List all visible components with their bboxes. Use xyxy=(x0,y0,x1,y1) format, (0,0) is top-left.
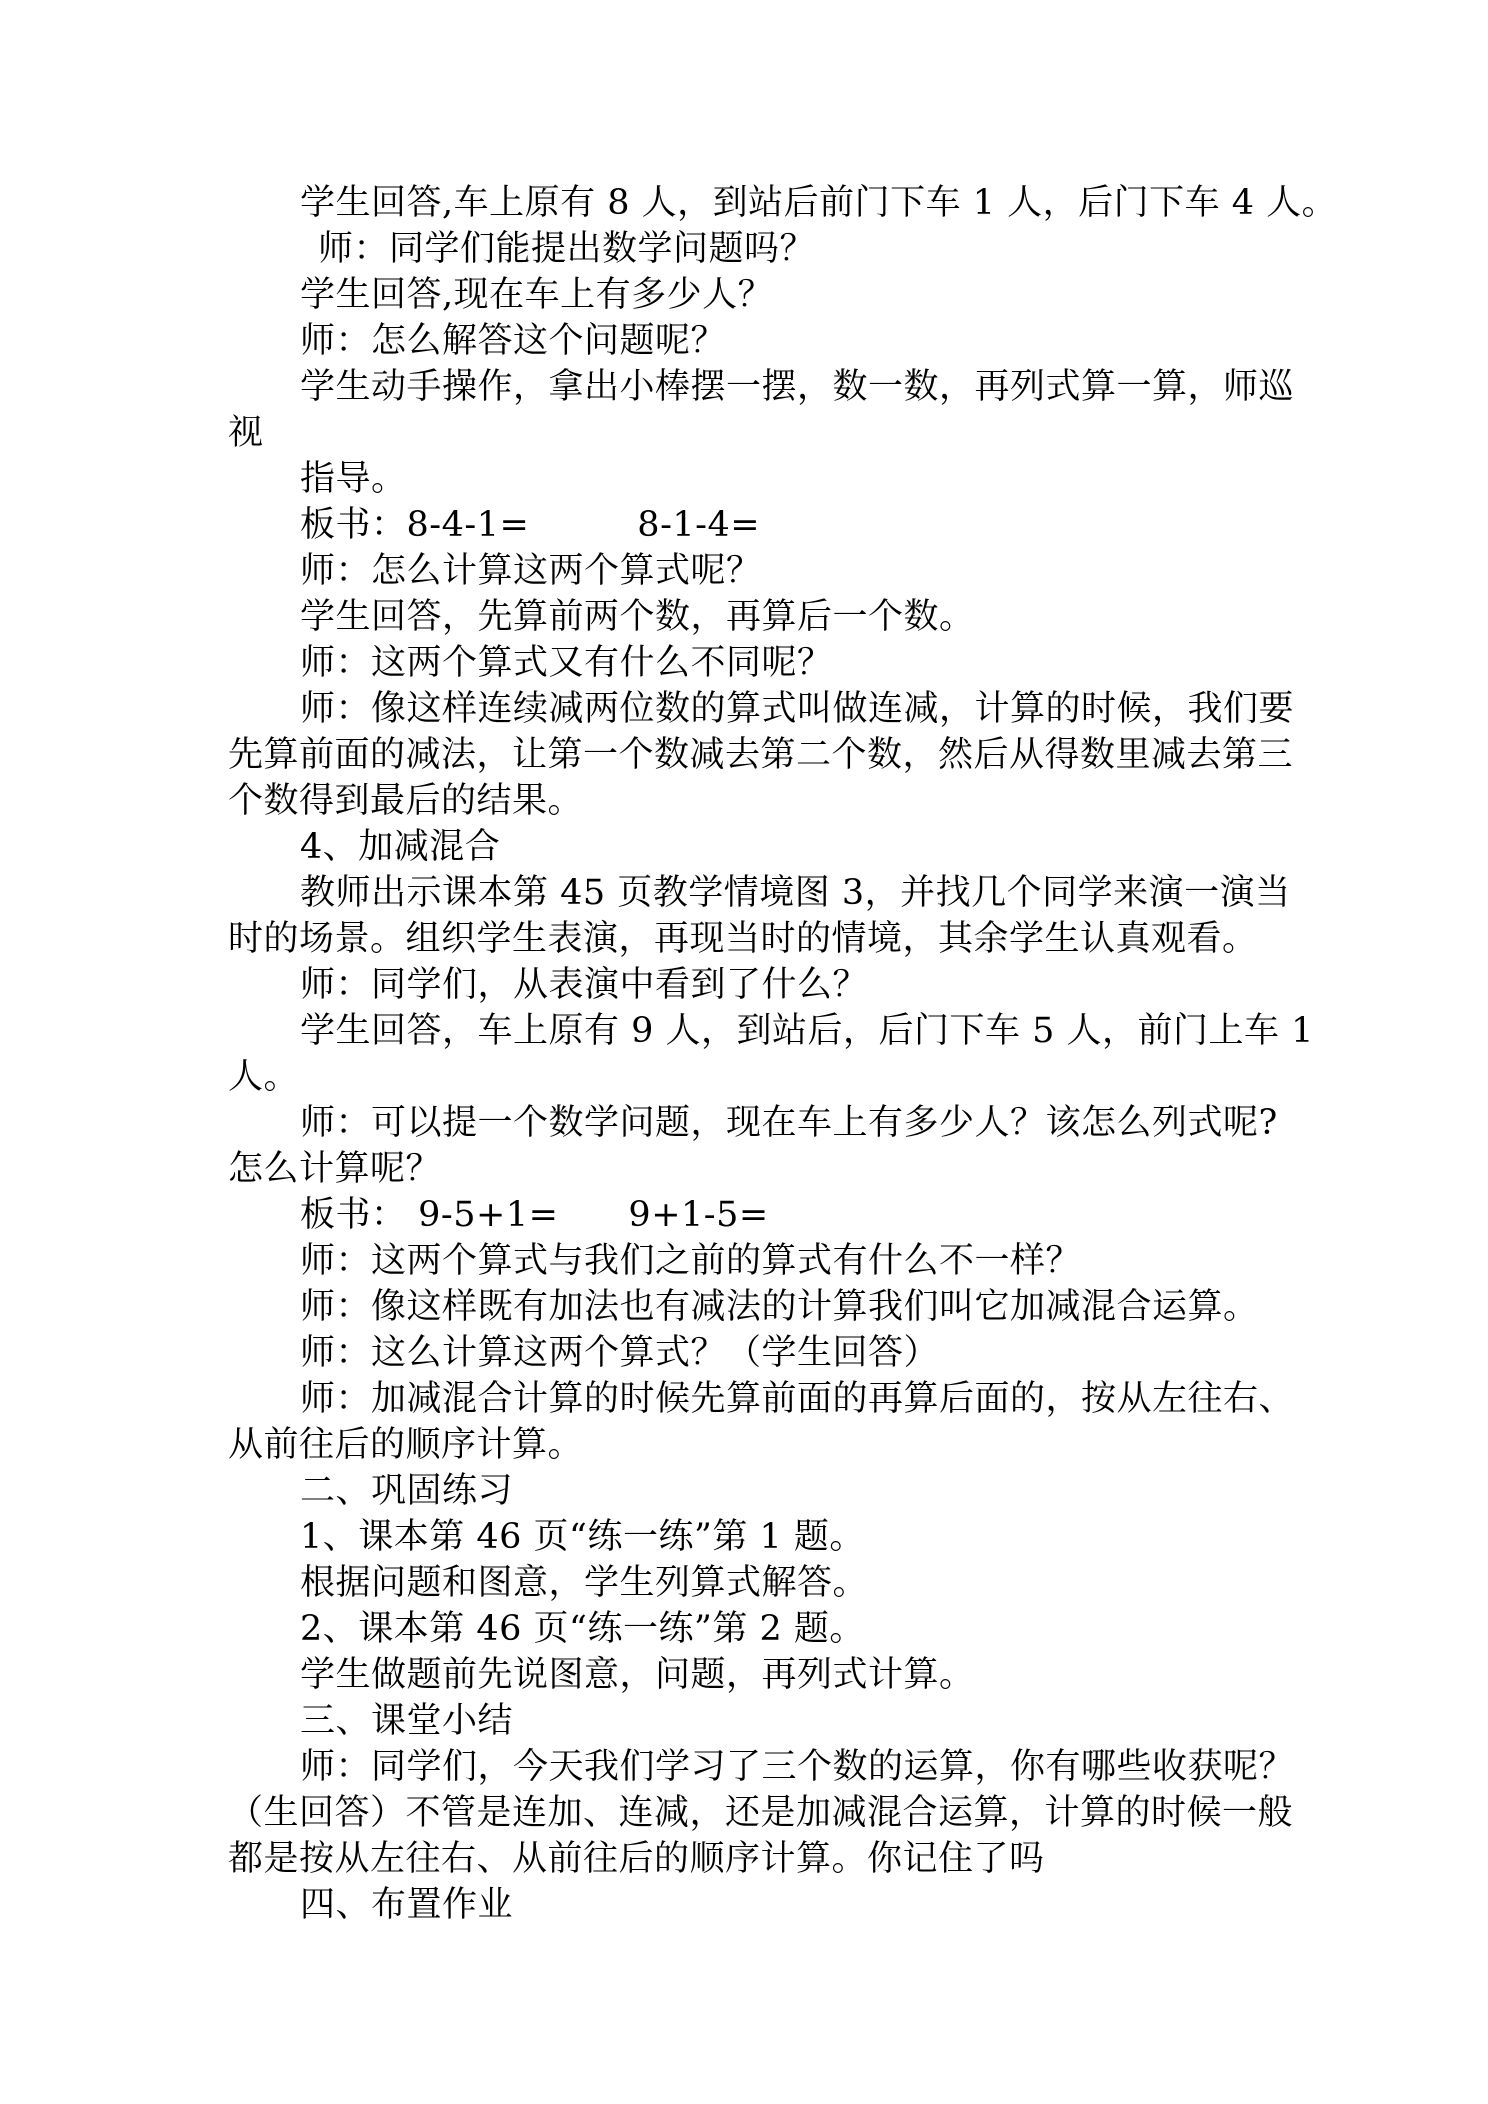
paragraph-line: 学生动手操作，拿出小棒摆一摆，数一数，再列式算一算，师巡 xyxy=(300,367,1295,407)
board-writing-label: 板书： 9-5+1= xyxy=(300,1195,559,1235)
board-writing-label: 板书：8-4-1= xyxy=(300,505,530,545)
paragraph-line: 师：怎么计算这两个算式呢？ xyxy=(300,551,762,591)
section-heading: 四、布置作业 xyxy=(300,1885,514,1925)
paragraph-line: 怎么计算呢？ xyxy=(228,1149,442,1189)
paragraph-line: 根据问题和图意，学生列算式解答。 xyxy=(300,1563,869,1603)
paragraph-line: 师：这两个算式与我们之前的算式有什么不一样？ xyxy=(300,1241,1082,1281)
paragraph-line: 学生回答,车上原有 8 人，到站后前门下车 1 人，后门下车 4 人。 xyxy=(300,183,1338,223)
paragraph-line: 从前往后的顺序计算。 xyxy=(228,1425,584,1465)
paragraph-line: 2、课本第 46 页“练一练”第 2 题。 xyxy=(300,1609,865,1649)
paragraph-line: 学生回答,现在车上有多少人？ xyxy=(300,275,774,315)
paragraph-line: 教师出示课本第 45 页教学情境图 3，并找几个同学来演一演当 xyxy=(300,873,1291,913)
paragraph-line: 学生回答，车上原有 9 人，到站后，后门下车 5 人，前门上车 1 xyxy=(300,1011,1314,1051)
paragraph-line: 学生回答，先算前两个数，再算后一个数。 xyxy=(300,597,975,637)
board-writing-line xyxy=(300,502,760,548)
paragraph-line: 时的场景。组织学生表演，再现当时的情境，其余学生认真观看。 xyxy=(228,919,1258,959)
paragraph-line: 都是按从左往右、从前往后的顺序计算。你记住了吗 xyxy=(228,1839,1045,1879)
paragraph-line: 师：这么计算这两个算式？（学生回答） xyxy=(300,1333,940,1373)
paragraph-line: 指导。 xyxy=(300,459,407,499)
board-writing-expression: 8-1-4= xyxy=(637,505,761,545)
section-heading: 三、课堂小结 xyxy=(300,1701,514,1741)
section-heading: 4、加减混合 xyxy=(300,827,501,867)
paragraph-line: 师：这两个算式又有什么不同呢？ xyxy=(300,643,833,683)
paragraph-line: （生回答）不管是连加、连减，还是加减混合运算，计算的时候一般 xyxy=(228,1793,1294,1833)
paragraph-line: 师：可以提一个数学问题，现在车上有多少人？该怎么列式呢? xyxy=(300,1103,1278,1143)
paragraph-line: 师：加减混合计算的时候先算前面的再算后面的，按从左往右、 xyxy=(300,1379,1295,1419)
paragraph-line: 师：像这样既有加法也有减法的计算我们叫它加减混合运算。 xyxy=(300,1287,1259,1327)
paragraph-line: 学生做题前先说图意，问题，再列式计算。 xyxy=(300,1655,975,1695)
paragraph-line: 1、课本第 46 页“练一练”第 1 题。 xyxy=(300,1517,865,1557)
paragraph-line: 视 xyxy=(228,413,264,453)
section-heading: 二、巩固练习 xyxy=(300,1471,514,1511)
paragraph-line: 师：同学们能提出数学问题吗？ xyxy=(318,229,816,269)
paragraph-line: 人。 xyxy=(228,1057,300,1097)
board-writing-expression: 9+1-5= xyxy=(628,1195,769,1235)
paragraph-line: 师：同学们，今天我们学习了三个数的运算，你有哪些收获呢？ xyxy=(300,1747,1295,1787)
paragraph-line: 师：同学们，从表演中看到了什么？ xyxy=(300,965,869,1005)
paragraph-line: 师：像这样连续减两位数的算式叫做连减，计算的时候，我们要 xyxy=(300,689,1295,729)
paragraph-line: 师：怎么解答这个问题呢？ xyxy=(300,321,727,361)
paragraph-line: 先算前面的减法，让第一个数减去第二个数，然后从得数里减去第三 xyxy=(228,735,1294,775)
board-writing-line xyxy=(300,1192,769,1238)
paragraph-line: 个数得到最后的结果。 xyxy=(228,781,584,821)
